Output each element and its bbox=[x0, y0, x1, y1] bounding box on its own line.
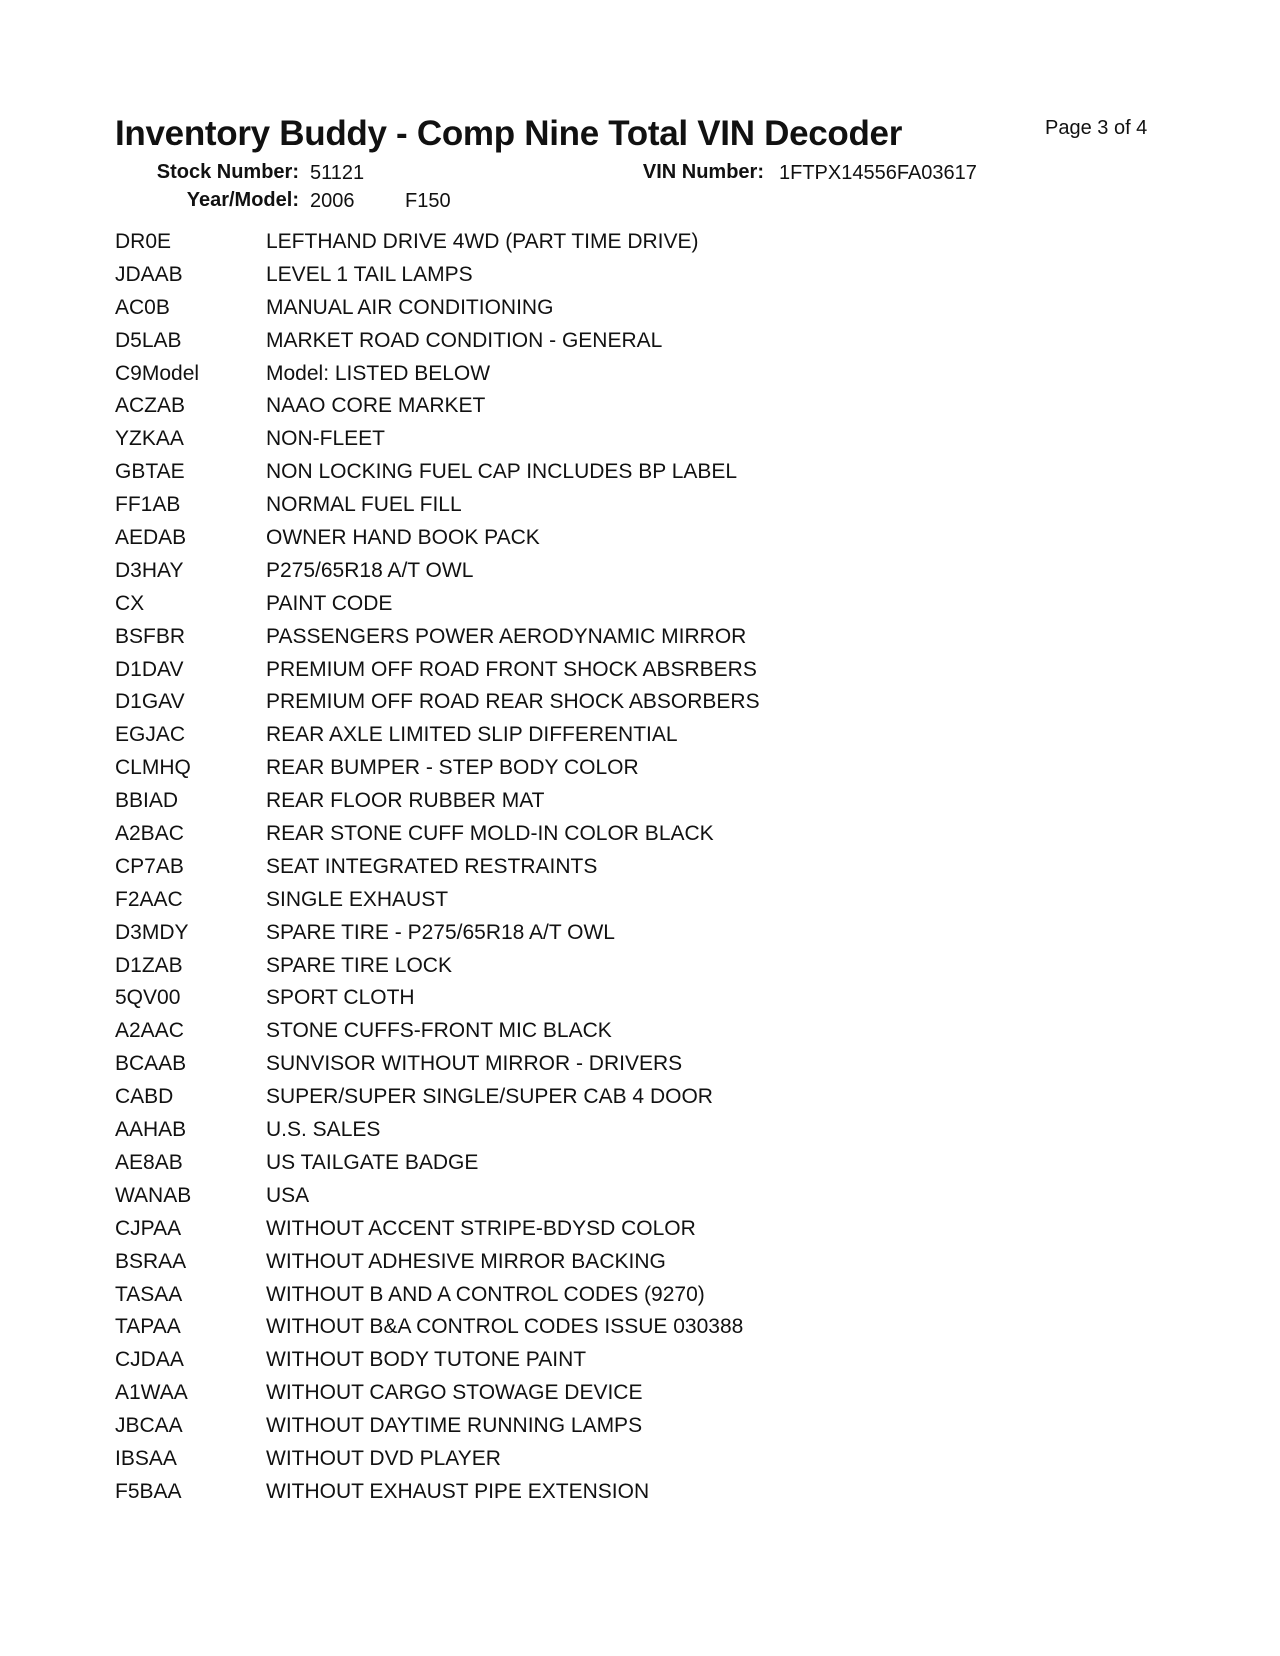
list-item bbox=[115, 1246, 760, 1279]
list-item bbox=[115, 1377, 760, 1410]
vin-number-label: VIN Number: bbox=[642, 161, 764, 183]
option-code: AAHAB bbox=[115, 1118, 187, 1142]
option-code: WANAB bbox=[115, 1183, 192, 1207]
list-item bbox=[115, 1311, 760, 1344]
list-item bbox=[115, 654, 760, 687]
option-description: OWNER HAND BOOK PACK bbox=[266, 526, 540, 550]
option-description: REAR BUMPER - STEP BODY COLOR bbox=[266, 756, 639, 780]
option-description: LEFTHAND DRIVE 4WD (PART TIME DRIVE) bbox=[266, 230, 699, 253]
list-item bbox=[115, 1213, 760, 1246]
list-item bbox=[115, 1279, 760, 1312]
list-item bbox=[115, 423, 760, 456]
option-code: AC0B bbox=[115, 295, 170, 319]
option-code: AEDAB bbox=[115, 526, 187, 550]
option-code: DR0E bbox=[115, 230, 172, 253]
option-description: REAR FLOOR RUBBER MAT bbox=[266, 789, 545, 813]
option-description: MARKET ROAD CONDITION - GENERAL bbox=[266, 328, 663, 352]
list-item bbox=[115, 818, 760, 851]
list-item bbox=[115, 950, 760, 983]
option-description: WITHOUT ADHESIVE MIRROR BACKING bbox=[266, 1249, 666, 1273]
option-code: CP7AB bbox=[115, 854, 184, 878]
list-item bbox=[115, 259, 760, 292]
option-description: SUNVISOR WITHOUT MIRROR - DRIVERS bbox=[266, 1052, 683, 1076]
list-item bbox=[115, 489, 760, 522]
list-item bbox=[115, 1147, 760, 1180]
stock-number-label: Stock Number: bbox=[156, 161, 299, 183]
option-code: TAPAA bbox=[115, 1315, 181, 1339]
option-description: WITHOUT DAYTIME RUNNING LAMPS bbox=[266, 1414, 643, 1438]
option-description: REAR STONE CUFF MOLD-IN COLOR BLACK bbox=[266, 822, 714, 846]
option-code: CJDAA bbox=[115, 1348, 184, 1372]
list-item bbox=[115, 588, 760, 621]
option-code: IBSAA bbox=[115, 1446, 177, 1470]
option-description: MANUAL AIR CONDITIONING bbox=[266, 295, 554, 319]
option-code: F5BAA bbox=[115, 1479, 182, 1503]
option-description: P275/65R18 A/T OWL bbox=[266, 558, 474, 582]
list-item bbox=[115, 785, 760, 818]
list-item bbox=[115, 555, 760, 588]
list-item bbox=[115, 456, 760, 489]
list-item bbox=[115, 1114, 760, 1147]
list-item bbox=[115, 1015, 760, 1048]
option-description: SPORT CLOTH bbox=[266, 986, 415, 1010]
option-code: D3HAY bbox=[115, 558, 184, 582]
option-description: NON-FLEET bbox=[266, 427, 386, 451]
option-code: C9Model bbox=[115, 361, 200, 385]
page-number: Page 3 of 4 bbox=[1045, 117, 1148, 139]
option-description: WITHOUT BODY TUTONE PAINT bbox=[266, 1348, 587, 1372]
document-title: Inventory Buddy - Comp Nine Total VIN Decoder bbox=[115, 114, 903, 153]
option-code: BSFBR bbox=[115, 624, 186, 648]
option-code: D1DAV bbox=[115, 657, 184, 681]
option-code: A1WAA bbox=[115, 1381, 188, 1405]
list-item bbox=[115, 1081, 760, 1114]
option-code: F2AAC bbox=[115, 887, 183, 911]
option-description: NAAO CORE MARKET bbox=[266, 394, 486, 418]
option-code: CJPAA bbox=[115, 1216, 182, 1240]
option-description: PAINT CODE bbox=[266, 591, 393, 615]
option-description: SPARE TIRE - P275/65R18 A/T OWL bbox=[266, 920, 615, 944]
list-item bbox=[115, 358, 760, 391]
option-description: LEVEL 1 TAIL LAMPS bbox=[266, 262, 473, 286]
option-code: CX bbox=[115, 591, 145, 615]
option-code: CLMHQ bbox=[115, 756, 191, 780]
option-description: WITHOUT ACCENT STRIPE-BDYSD COLOR bbox=[266, 1216, 696, 1240]
option-code: JBCAA bbox=[115, 1414, 183, 1438]
option-description: REAR AXLE LIMITED SLIP DIFFERENTIAL bbox=[266, 723, 678, 747]
list-item bbox=[115, 325, 760, 358]
option-description: U.S. SALES bbox=[266, 1118, 381, 1142]
list-item bbox=[115, 1410, 760, 1443]
option-code: A2AAC bbox=[115, 1019, 184, 1043]
list-item bbox=[115, 884, 760, 917]
list-item bbox=[115, 1180, 760, 1213]
list-item bbox=[115, 1476, 760, 1509]
stock-number-value: 51121 bbox=[310, 162, 365, 184]
option-code: EGJAC bbox=[115, 723, 186, 747]
list-item bbox=[115, 226, 760, 259]
option-description: US TAILGATE BADGE bbox=[266, 1150, 479, 1174]
option-description: SEAT INTEGRATED RESTRAINTS bbox=[266, 854, 598, 878]
option-description: PREMIUM OFF ROAD REAR SHOCK ABSORBERS bbox=[266, 690, 760, 714]
option-description: NORMAL FUEL FILL bbox=[266, 493, 462, 517]
list-item bbox=[115, 390, 760, 423]
option-code: BSRAA bbox=[115, 1249, 187, 1273]
option-code: 5QV00 bbox=[115, 986, 181, 1010]
option-description: SUPER/SUPER SINGLE/SUPER CAB 4 DOOR bbox=[266, 1085, 713, 1109]
year-value: 2006 bbox=[310, 190, 355, 212]
option-code: CABD bbox=[115, 1085, 174, 1109]
option-code: D1GAV bbox=[115, 690, 185, 714]
list-item bbox=[115, 1048, 760, 1081]
list-item bbox=[115, 686, 760, 719]
list-item bbox=[115, 752, 760, 785]
option-description: WITHOUT CARGO STOWAGE DEVICE bbox=[266, 1381, 643, 1405]
option-description: Model: LISTED BELOW bbox=[266, 361, 491, 385]
vin-number-value: 1FTPX14556FA03617 bbox=[779, 162, 977, 184]
model-value: F150 bbox=[405, 190, 451, 212]
option-description: WITHOUT B&A CONTROL CODES ISSUE 030388 bbox=[266, 1315, 744, 1339]
option-description: WITHOUT B AND A CONTROL CODES (9270) bbox=[266, 1282, 705, 1306]
year-model-label: Year/Model: bbox=[186, 189, 299, 211]
option-description: USA bbox=[266, 1183, 310, 1207]
list-item bbox=[115, 522, 760, 555]
option-code-list bbox=[115, 226, 760, 1509]
option-code: BCAAB bbox=[115, 1052, 187, 1076]
list-item bbox=[115, 1443, 760, 1476]
option-description: NON LOCKING FUEL CAP INCLUDES BP LABEL bbox=[266, 460, 738, 484]
option-description: SINGLE EXHAUST bbox=[266, 887, 449, 911]
option-code: D3MDY bbox=[115, 920, 189, 944]
list-item bbox=[115, 1344, 760, 1377]
option-description: SPARE TIRE LOCK bbox=[266, 953, 452, 977]
list-item bbox=[115, 851, 760, 884]
option-code: YZKAA bbox=[115, 427, 184, 451]
option-description: WITHOUT DVD PLAYER bbox=[266, 1446, 501, 1470]
option-code: D5LAB bbox=[115, 328, 182, 352]
option-code: JDAAB bbox=[115, 262, 183, 286]
option-code: ACZAB bbox=[115, 394, 186, 418]
option-code: GBTAE bbox=[115, 460, 185, 484]
option-description: WITHOUT EXHAUST PIPE EXTENSION bbox=[266, 1479, 650, 1503]
option-description: PREMIUM OFF ROAD FRONT SHOCK ABSRBERS bbox=[266, 657, 757, 681]
option-code: BBIAD bbox=[115, 789, 179, 813]
option-description: STONE CUFFS-FRONT MIC BLACK bbox=[266, 1019, 612, 1043]
option-code: AE8AB bbox=[115, 1150, 183, 1174]
option-code: TASAA bbox=[115, 1282, 183, 1306]
list-item bbox=[115, 917, 760, 950]
list-item bbox=[115, 982, 760, 1015]
option-code: D1ZAB bbox=[115, 953, 183, 977]
option-code: A2BAC bbox=[115, 822, 184, 846]
list-item bbox=[115, 292, 760, 325]
option-code: FF1AB bbox=[115, 493, 181, 517]
list-item bbox=[115, 719, 760, 752]
list-item bbox=[115, 621, 760, 654]
option-description: PASSENGERS POWER AERODYNAMIC MIRROR bbox=[266, 624, 747, 648]
